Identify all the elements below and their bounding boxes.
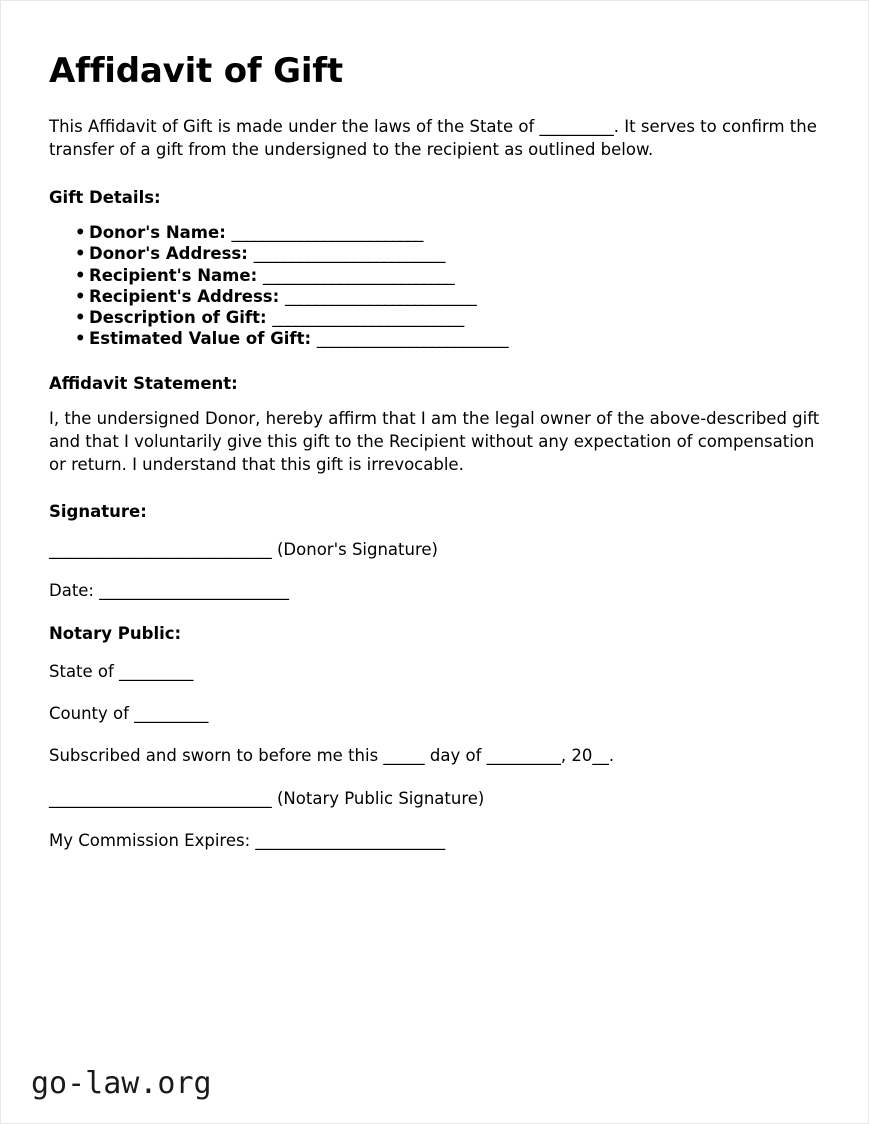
detail-label: Donor's Name:	[89, 223, 226, 243]
list-item	[49, 286, 821, 307]
site-watermark: go-law.org	[31, 1066, 212, 1101]
list-item	[49, 222, 821, 243]
list-item	[49, 265, 821, 286]
gift-details-heading: Gift Details:	[49, 187, 161, 207]
detail-label: Description of Gift:	[89, 307, 267, 327]
detail-blank: _________________________	[253, 244, 445, 264]
detail-label: Estimated Value of Gift:	[89, 328, 312, 348]
signature-heading: Signature:	[49, 502, 147, 522]
intro-paragraph: This Affidavit of Gift is made under the laws of the State of _________. It serves to confirm the transfer of a gift from the undersigned to the recipient as outlined below.	[49, 117, 817, 159]
list-item	[49, 243, 821, 264]
detail-blank: _________________________	[284, 286, 477, 306]
detail-blank: _________________________	[231, 223, 423, 243]
notary-county-line: County of _________	[49, 704, 209, 724]
detail-label: Donor's Address:	[89, 244, 248, 264]
donor-signature-line: ___________________________ (Donor's Signature)	[49, 540, 438, 560]
notary-public-heading: Notary Public:	[49, 623, 182, 643]
document-content	[49, 53, 821, 872]
detail-blank: _________________________	[316, 328, 509, 348]
notary-state-line: State of _________	[49, 661, 194, 681]
detail-blank: _________________________	[272, 307, 464, 327]
date-line: Date: _______________________	[49, 580, 289, 600]
notary-commission-line: My Commission Expires: _______________________	[49, 830, 446, 850]
page-title: Affidavit of Gift	[49, 51, 343, 91]
detail-blank: _________________________	[262, 265, 455, 285]
affidavit-statement-heading: Affidavit Statement:	[49, 374, 238, 394]
notary-signature-line: ___________________________ (Notary Public Signature)	[49, 788, 485, 808]
list-item	[49, 328, 821, 349]
gift-details-list	[49, 222, 821, 349]
affidavit-statement-body: I, the undersigned Donor, hereby affirm that I am the legal owner of the above-described gift and that I voluntarily give this gift to the Recipient without any expectation of compensation or return. I understand that this gift is irrevocable.	[49, 409, 820, 474]
detail-label: Recipient's Address:	[89, 286, 280, 306]
list-item	[49, 307, 821, 328]
detail-label: Recipient's Name:	[89, 265, 258, 285]
notary-sworn-line: Subscribed and sworn to before me this _____ day of _________, 20__.	[49, 746, 615, 766]
